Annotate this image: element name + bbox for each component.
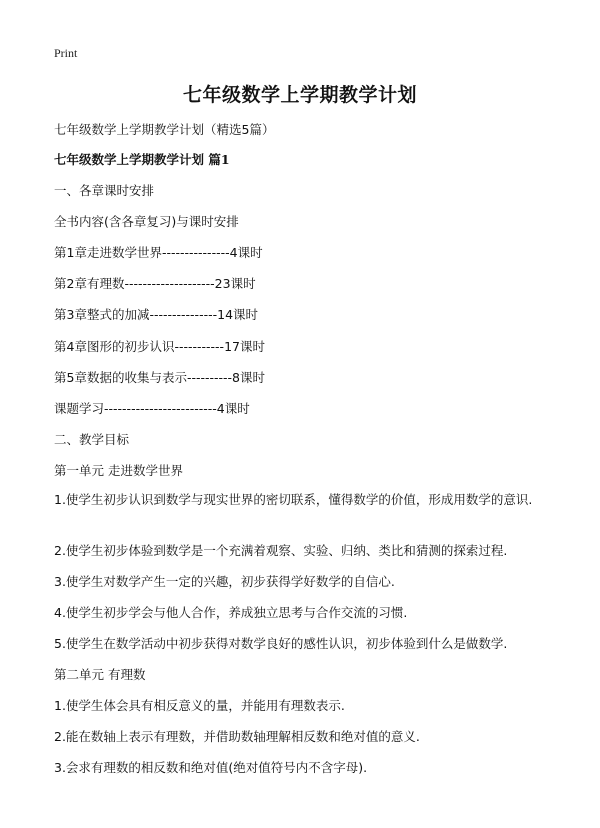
goal-item: 2.能在数轴上表示有理数，并借助数轴理解相反数和绝对值的意义. [54,729,420,744]
goal-item: 3.会求有理数的相反数和绝对值(绝对值符号内不含字母). [54,760,368,775]
subtitle-line: 七年级数学上学期教学计划（精选5篇） [54,122,275,137]
chapter-hours-line: 课题学习-------------------------4课时 [54,401,250,416]
unit-heading: 第二单元 有理数 [54,667,146,682]
goal-item: 4.使学生初步学会与他人合作，养成独立思考与合作交流的习惯. [54,605,408,620]
heading-teaching-goals: 二、教学目标 [54,432,130,447]
text-line: 全书内容(含各章复习)与课时安排 [54,214,239,229]
goal-item: 1.使学生体会具有相反意义的量，并能用有理数表示. [54,698,345,713]
unit-heading: 第一单元 走进数学世界 [54,463,183,478]
section-heading: 七年级数学上学期教学计划 篇1 [54,152,230,167]
goal-item: 5.使学生在数学活动中初步获得对数学良好的感性认识，初步体验到什么是做数学. [54,636,508,651]
heading-chapter-hours: 一、各章课时安排 [54,183,155,198]
goal-item: 3.使学生对数学产生一定的兴趣，初步获得学好数学的自信心. [54,574,395,589]
goal-item: 1.使学生初步认识到数学与现实世界的密切联系，懂得数学的价值，形成用数学的意识. [54,492,533,507]
chapter-hours-line: 第1章走进数学世界---------------4课时 [54,245,263,260]
chapter-hours-line: 第4章图形的初步认识-----------17课时 [54,339,265,354]
print-link[interactable]: Print [54,46,78,60]
chapter-hours-line: 第3章整式的加减---------------14课时 [54,307,259,322]
page-title: 七年级数学上学期教学计划 [182,84,417,106]
chapter-hours-line: 第2章有理数--------------------23课时 [54,276,256,291]
goal-item: 2.使学生初步体验到数学是一个充满着观察、实验、归纳、类比和猜测的探索过程. [54,543,508,558]
chapter-hours-line: 第5章数据的收集与表示----------8课时 [54,370,266,385]
